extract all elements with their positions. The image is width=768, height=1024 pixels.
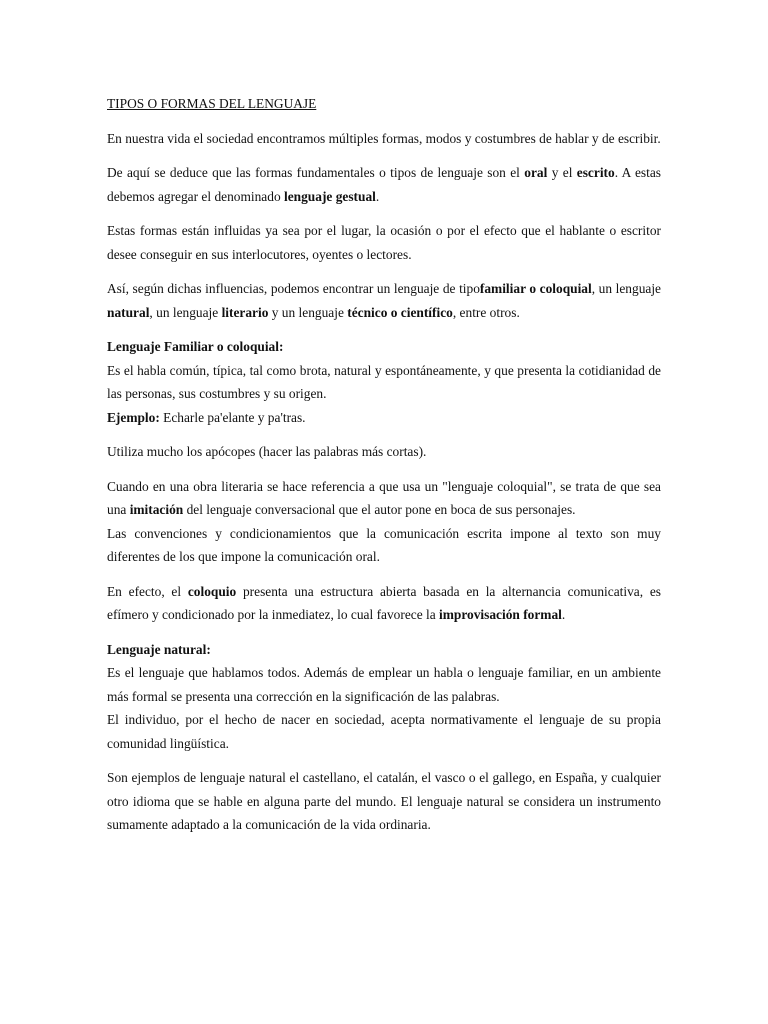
text-run: , un lenguaje: [149, 304, 222, 320]
paragraph-coloquio: [107, 580, 661, 627]
heading-natural: Lenguaje natural:: [107, 641, 211, 657]
text-run: Las convenciones y condicionamientos que la comunicación escrita impone al texto son muy diferentes de los que impone la comunicación oral.: [107, 525, 661, 564]
paragraph-apocopes: Utiliza mucho los apócopes (hacer las palabras más cortas).: [107, 444, 427, 459]
example-label: Ejemplo:: [107, 409, 160, 425]
heading-familiar: Lenguaje Familiar o coloquial:: [107, 339, 284, 354]
section-natural-body-1: Es el lenguaje que hablamos todos. Además de emplear un habla o lenguaje familiar, en un ambiente más formal se presenta una corrección en la significación de las palabras.: [107, 665, 661, 704]
document-page: [107, 92, 661, 848]
section-natural-body-2: El individuo, por el hecho de nacer en sociedad, acepta normativamente el lenguaje de su propia comunidad lingüística.: [107, 712, 661, 751]
bold-term-coloquio: coloquio: [187, 583, 237, 599]
spacer: [107, 429, 661, 440]
text-run: . A estas debemos agregar el denominado: [107, 165, 661, 204]
paragraph-intro: En nuestra vida el sociedad encontramos múltiples formas, modos y costumbres de hablar y de escribir.: [107, 130, 661, 146]
text-run: , entre otros.: [452, 304, 520, 320]
section-familiar-body: Es el habla común, típica, tal como brota, natural y espontáneamente, y que presenta la cotidianidad de las personas, sus costumbres y su origen.: [107, 362, 661, 401]
spacer: [107, 755, 661, 766]
bold-term-tecnico: técnico o científico: [347, 304, 453, 320]
text-run: , un lenguaje: [591, 281, 662, 296]
section-heading: [107, 638, 661, 662]
bold-term-gestual: lenguaje gestual: [284, 188, 376, 204]
text-run: Así, según dichas influencias, podemos encontrar un lenguaje de tipo: [107, 281, 480, 296]
bold-term-oral: oral: [524, 165, 548, 180]
section-natural: [107, 638, 661, 756]
paragraph-examples: Son ejemplos de lenguaje natural el castellano, el catalán, el vasco o el gallego, en España, y cualquier otro idioma que se hable en alguna parte del mundo. El lenguaje natural se considera un instrumento sumamente adaptado a la comunicación de la vida ordinaria.: [107, 770, 661, 832]
bold-term-escrito: escrito: [576, 165, 615, 180]
paragraph-types: [107, 277, 661, 324]
text-run: Cuando en una obra literaria se hace referencia a que usa un "lenguaje coloquial", se trata de que sea una: [107, 478, 661, 517]
paragraph-influences: Estas formas están influidas ya sea por el lugar, la ocasión o por el efecto que el hablante o escritor desee conseguir en sus interlocutores, oyentes o lectores.: [107, 223, 661, 262]
bold-term-familiar: familiar o coloquial: [479, 281, 592, 296]
text-run: y el: [547, 165, 577, 180]
paragraph-literary: [107, 475, 661, 569]
bold-term-natural: natural: [107, 304, 150, 320]
bold-term-imitacion: imitación: [129, 502, 184, 517]
text-run: De aquí se deduce que las formas fundamentales o tipos de lenguaje son el: [107, 165, 525, 180]
text-run: presenta una estructura abierta basada en la alternancia comunicativa, es efímero y condicionado por la inmediatez, lo cual favorece la: [107, 583, 661, 622]
text-run: y un lenguaje: [268, 304, 348, 320]
text-run: En efecto, el: [107, 583, 188, 599]
document-title: TIPOS O FORMAS DEL LENGUAJE: [107, 96, 317, 111]
section-familiar: [107, 335, 661, 429]
example-line: [107, 406, 661, 430]
text-run: .: [561, 607, 566, 622]
example-text: Echarle pa'elante y pa'tras.: [159, 409, 306, 425]
text-run: del lenguaje conversacional que el autor pone en boca de sus personajes.: [183, 502, 576, 517]
bold-term-improvisacion: improvisación formal: [439, 607, 562, 622]
section-heading: [107, 335, 661, 359]
text-run: .: [375, 188, 380, 204]
bold-term-literario: literario: [221, 304, 269, 320]
paragraph-forms: [107, 161, 661, 208]
